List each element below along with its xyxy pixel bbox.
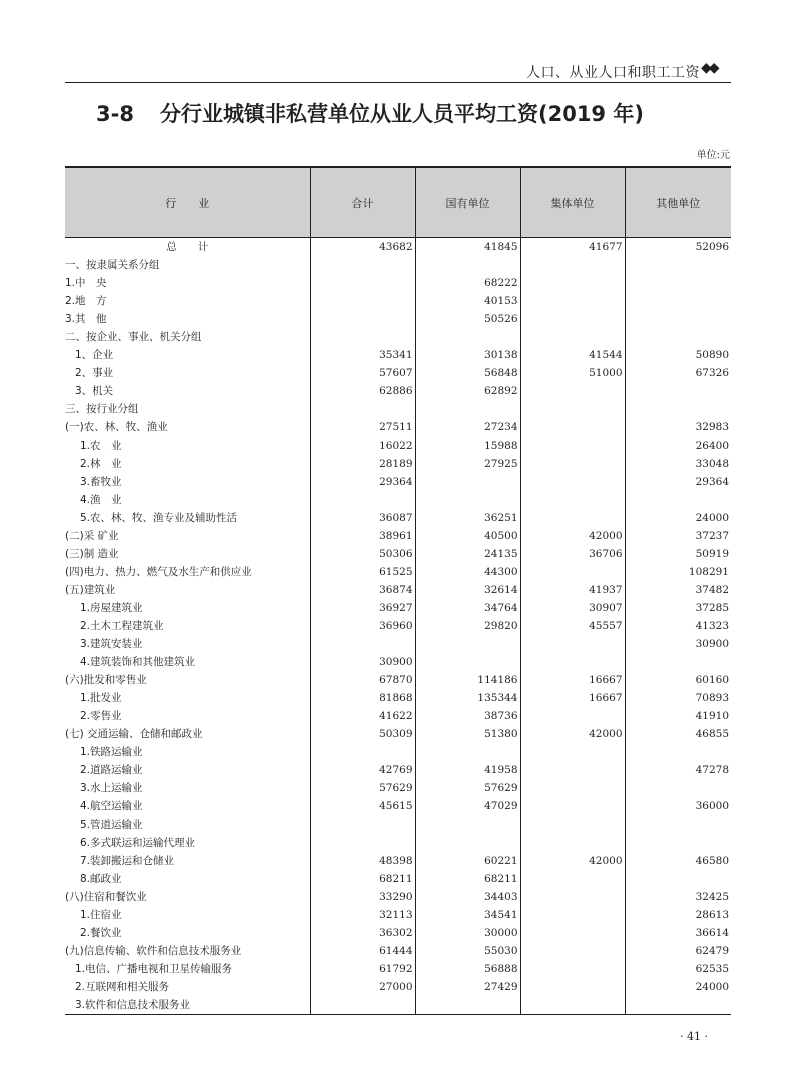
cell-total: 45615	[310, 797, 415, 815]
table-row	[65, 455, 731, 473]
row-label: 1.房屋建筑业	[80, 601, 143, 614]
cell-other: 32425	[625, 888, 731, 906]
table-row	[65, 924, 731, 942]
cell-total	[310, 635, 415, 653]
table-row	[65, 563, 731, 581]
cell-other: 67326	[625, 364, 731, 382]
cell-total: 35341	[310, 346, 415, 364]
cell-state-owned	[415, 743, 520, 761]
cell-total: 36927	[310, 599, 415, 617]
cell-other: 41910	[625, 707, 731, 725]
row-label: 3.其 他	[65, 313, 107, 326]
cell-other: 108291	[625, 563, 731, 581]
row-label: (九)信息传输、软件和信息技术服务业	[65, 944, 242, 957]
column-header-total: 合计	[310, 167, 415, 238]
table-row	[65, 725, 731, 743]
cell-state-owned	[415, 491, 520, 509]
cell-total: 30900	[310, 653, 415, 671]
table-row	[65, 473, 731, 491]
table-row	[65, 797, 731, 815]
cell-state-owned: 34403	[415, 888, 520, 906]
cell-total: 61525	[310, 563, 415, 581]
cell-other: 52096	[625, 238, 731, 257]
cell-state-owned: 51380	[415, 725, 520, 743]
cell-state-owned: 27429	[415, 978, 520, 996]
row-label: (二)采 矿业	[65, 529, 119, 542]
cell-other: 62479	[625, 942, 731, 960]
cell-other: 24000	[625, 978, 731, 996]
column-header-collective: 集体单位	[520, 167, 625, 238]
row-label: 6.多式联运和运输代理业	[80, 836, 196, 849]
unit-label: 单位:元	[696, 150, 730, 161]
cell-other	[625, 274, 731, 292]
cell-collective	[520, 797, 625, 815]
table-row	[65, 978, 731, 996]
cell-total: 50309	[310, 725, 415, 743]
cell-collective: 41937	[520, 581, 625, 599]
row-label: 3.畜牧业	[80, 475, 122, 488]
header-rule	[65, 82, 731, 83]
cell-state-owned: 135344	[415, 689, 520, 707]
cell-total: 42769	[310, 761, 415, 779]
cell-other: 50919	[625, 545, 731, 563]
cell-state-owned	[415, 996, 520, 1015]
cell-total	[310, 256, 415, 274]
table-row	[65, 364, 731, 382]
cell-total: 27511	[310, 418, 415, 436]
cell-other	[625, 743, 731, 761]
cell-collective	[520, 924, 625, 942]
cell-total	[310, 816, 415, 834]
cell-state-owned	[415, 400, 520, 418]
cell-total: 16022	[310, 437, 415, 455]
cell-state-owned: 27925	[415, 455, 520, 473]
cell-state-owned: 44300	[415, 563, 520, 581]
cell-state-owned: 68211	[415, 870, 520, 888]
cell-collective	[520, 635, 625, 653]
cell-state-owned: 57629	[415, 779, 520, 797]
cell-total: 50306	[310, 545, 415, 563]
table-row	[65, 545, 731, 563]
cell-total: 57629	[310, 779, 415, 797]
table-row	[65, 834, 731, 852]
table-header-row	[65, 167, 731, 238]
cell-collective	[520, 996, 625, 1015]
table-row	[65, 346, 731, 364]
cell-state-owned: 56888	[415, 960, 520, 978]
table-row	[65, 671, 731, 689]
cell-collective: 16667	[520, 689, 625, 707]
row-label: 3.建筑安装业	[80, 638, 143, 651]
table-row	[65, 256, 731, 274]
row-label: 1.农 业	[80, 439, 122, 452]
cell-state-owned	[415, 473, 520, 491]
cell-state-owned: 41958	[415, 761, 520, 779]
table-row	[65, 527, 731, 545]
cell-state-owned: 36251	[415, 509, 520, 527]
row-label: 1.电信、广播电视和卫星传输服务	[75, 962, 233, 975]
cell-collective	[520, 310, 625, 328]
cell-total	[310, 310, 415, 328]
page-title	[96, 98, 716, 128]
cell-collective: 42000	[520, 527, 625, 545]
cell-state-owned: 34764	[415, 599, 520, 617]
cell-other: 33048	[625, 455, 731, 473]
cell-state-owned: 27234	[415, 418, 520, 436]
row-label: (一)农、林、牧、渔业	[65, 421, 168, 434]
column-header-state-owned: 国有单位	[415, 167, 520, 238]
table-row	[65, 906, 731, 924]
table-row	[65, 238, 731, 257]
row-label: 2.餐饮业	[80, 926, 122, 939]
cell-other: 29364	[625, 473, 731, 491]
row-label: 2.道路运输业	[80, 764, 143, 777]
cell-other: 37285	[625, 599, 731, 617]
table-row	[65, 942, 731, 960]
row-label: 总 计	[166, 241, 209, 254]
cell-total: 36874	[310, 581, 415, 599]
cell-state-owned: 47029	[415, 797, 520, 815]
cell-other: 36614	[625, 924, 731, 942]
table-row	[65, 400, 731, 418]
cell-collective	[520, 328, 625, 346]
cell-total	[310, 328, 415, 346]
cell-collective	[520, 292, 625, 310]
table-row	[65, 743, 731, 761]
cell-collective: 51000	[520, 364, 625, 382]
cell-total: 36087	[310, 509, 415, 527]
table-row	[65, 960, 731, 978]
cell-total: 33290	[310, 888, 415, 906]
cell-other	[625, 834, 731, 852]
cell-other: 50890	[625, 346, 731, 364]
cell-other: 46855	[625, 725, 731, 743]
cell-collective	[520, 779, 625, 797]
row-label: 7.装卸搬运和仓储业	[80, 854, 175, 867]
row-label: (三)制 造业	[65, 547, 119, 560]
cell-total	[310, 996, 415, 1015]
cell-total: 62886	[310, 382, 415, 400]
wage-table	[65, 166, 731, 1015]
cell-total: 57607	[310, 364, 415, 382]
cell-state-owned: 68222	[415, 274, 520, 292]
row-label: 4.渔 业	[80, 493, 122, 506]
cell-state-owned	[415, 328, 520, 346]
row-label: 1.批发业	[80, 692, 122, 705]
row-label: 2.互联网和相关服务	[75, 980, 170, 993]
table-row	[65, 491, 731, 509]
cell-other: 41323	[625, 617, 731, 635]
cell-state-owned: 62892	[415, 382, 520, 400]
cell-total	[310, 491, 415, 509]
cell-other	[625, 382, 731, 400]
cell-other	[625, 816, 731, 834]
cell-state-owned	[415, 653, 520, 671]
cell-other: 26400	[625, 437, 731, 455]
cell-state-owned: 60221	[415, 852, 520, 870]
cell-collective	[520, 563, 625, 581]
cell-total	[310, 743, 415, 761]
row-label: 5.农、林、牧、渔专业及辅助性活	[80, 511, 238, 524]
cell-state-owned: 15988	[415, 437, 520, 455]
cell-collective	[520, 653, 625, 671]
cell-collective: 41677	[520, 238, 625, 257]
column-header-industry: 行 业	[65, 167, 310, 238]
cell-collective: 42000	[520, 852, 625, 870]
cell-other: 47278	[625, 761, 731, 779]
row-label: 2.土木工程建筑业	[80, 620, 164, 632]
cell-total: 61444	[310, 942, 415, 960]
table-row	[65, 617, 731, 635]
cell-collective	[520, 491, 625, 509]
cell-other	[625, 779, 731, 797]
cell-collective	[520, 400, 625, 418]
cell-collective	[520, 906, 625, 924]
table-title: 分行业城镇非私营单位从业人员平均工资(2019 年)	[160, 102, 644, 126]
cell-collective: 41544	[520, 346, 625, 364]
table-row	[65, 996, 731, 1015]
cell-other	[625, 870, 731, 888]
cell-total: 48398	[310, 852, 415, 870]
row-label: (四)电力、热力、燃气及水生产和供应业	[65, 565, 252, 578]
cell-state-owned: 30000	[415, 924, 520, 942]
row-label: 3、机关	[75, 385, 114, 398]
cell-state-owned: 24135	[415, 545, 520, 563]
cell-collective	[520, 707, 625, 725]
row-label: 8.邮政业	[80, 872, 122, 885]
cell-other: 37482	[625, 581, 731, 599]
column-header-other: 其他单位	[625, 167, 731, 238]
row-label: 1.中 央	[65, 277, 107, 290]
cell-other	[625, 256, 731, 274]
cell-collective	[520, 256, 625, 274]
table-row	[65, 852, 731, 870]
cell-state-owned	[415, 635, 520, 653]
page-number: · 41 ·	[680, 1030, 708, 1043]
row-label: (六)批发和零售业	[65, 674, 147, 687]
cell-state-owned: 38736	[415, 707, 520, 725]
cell-other: 37237	[625, 527, 731, 545]
table-row	[65, 689, 731, 707]
cell-state-owned: 29820	[415, 617, 520, 635]
row-label: 2、事业	[75, 367, 114, 380]
row-label: 4.建筑装饰和其他建筑业	[80, 656, 196, 669]
cell-total: 41622	[310, 707, 415, 725]
cell-collective	[520, 473, 625, 491]
cell-other	[625, 491, 731, 509]
cell-total: 29364	[310, 473, 415, 491]
table-row	[65, 635, 731, 653]
cell-total: 81868	[310, 689, 415, 707]
table-row	[65, 509, 731, 527]
table-row	[65, 437, 731, 455]
table-number: 3-8	[96, 102, 134, 126]
cell-total: 27000	[310, 978, 415, 996]
cell-collective	[520, 509, 625, 527]
cell-collective	[520, 834, 625, 852]
cell-state-owned	[415, 816, 520, 834]
running-head: 人口、从业人口和职工工资	[526, 65, 700, 81]
cell-state-owned: 55030	[415, 942, 520, 960]
cell-state-owned: 56848	[415, 364, 520, 382]
cell-other	[625, 292, 731, 310]
table-body	[65, 238, 731, 1015]
cell-collective	[520, 455, 625, 473]
cell-collective: 36706	[520, 545, 625, 563]
cell-other	[625, 400, 731, 418]
table-row	[65, 870, 731, 888]
table-row	[65, 816, 731, 834]
diamond-ornament-icon: ◆◆	[701, 60, 717, 76]
table-row	[65, 292, 731, 310]
cell-total: 36960	[310, 617, 415, 635]
cell-other: 46580	[625, 852, 731, 870]
table-row	[65, 274, 731, 292]
row-label: (八)住宿和餐饮业	[65, 890, 147, 903]
cell-state-owned: 34541	[415, 906, 520, 924]
cell-total: 67870	[310, 671, 415, 689]
table-row	[65, 328, 731, 346]
cell-total: 38961	[310, 527, 415, 545]
cell-total	[310, 400, 415, 418]
row-label: 2.林 业	[80, 457, 122, 470]
cell-total: 43682	[310, 238, 415, 257]
cell-state-owned	[415, 256, 520, 274]
table-row	[65, 761, 731, 779]
cell-collective	[520, 761, 625, 779]
cell-other: 32983	[625, 418, 731, 436]
cell-collective	[520, 437, 625, 455]
row-label: 4.航空运输业	[80, 800, 143, 813]
table-row	[65, 581, 731, 599]
row-label: 1.住宿业	[80, 908, 122, 921]
cell-total: 28189	[310, 455, 415, 473]
table-row	[65, 653, 731, 671]
row-label: 3.软件和信息技术服务业	[65, 996, 310, 1015]
table-row	[65, 418, 731, 436]
cell-collective	[520, 978, 625, 996]
cell-collective	[520, 743, 625, 761]
cell-state-owned: 41845	[415, 238, 520, 257]
cell-total: 68211	[310, 870, 415, 888]
cell-collective: 30907	[520, 599, 625, 617]
cell-collective: 45557	[520, 617, 625, 635]
table-row	[65, 382, 731, 400]
table-row	[65, 888, 731, 906]
cell-other	[625, 996, 731, 1015]
cell-state-owned: 32614	[415, 581, 520, 599]
cell-state-owned: 30138	[415, 346, 520, 364]
cell-state-owned: 50526	[415, 310, 520, 328]
row-label: 1、企业	[75, 349, 114, 362]
row-label: 3.水上运输业	[80, 782, 143, 795]
cell-collective	[520, 274, 625, 292]
cell-other: 60160	[625, 671, 731, 689]
row-label: 2.地 方	[65, 295, 107, 308]
row-label: 二、按企业、事业、机关分组	[65, 331, 202, 344]
cell-total: 61792	[310, 960, 415, 978]
cell-collective	[520, 942, 625, 960]
table-row	[65, 599, 731, 617]
cell-collective	[520, 960, 625, 978]
row-label: (五)建筑业	[65, 583, 116, 596]
row-label: 1.铁路运输业	[80, 746, 143, 759]
cell-total: 36302	[310, 924, 415, 942]
cell-collective	[520, 382, 625, 400]
cell-state-owned: 40153	[415, 292, 520, 310]
cell-other	[625, 653, 731, 671]
cell-collective: 42000	[520, 725, 625, 743]
cell-other: 62535	[625, 960, 731, 978]
cell-total	[310, 292, 415, 310]
cell-state-owned: 114186	[415, 671, 520, 689]
cell-other: 30900	[625, 635, 731, 653]
cell-collective: 16667	[520, 671, 625, 689]
table-row	[65, 779, 731, 797]
row-label: 一、按隶属关系分组	[65, 259, 160, 272]
cell-total	[310, 834, 415, 852]
cell-other: 28613	[625, 906, 731, 924]
table-row	[65, 310, 731, 328]
cell-other: 36000	[625, 797, 731, 815]
cell-other	[625, 328, 731, 346]
table-row	[65, 707, 731, 725]
cell-collective	[520, 888, 625, 906]
cell-total	[310, 274, 415, 292]
cell-other: 24000	[625, 509, 731, 527]
cell-other	[625, 310, 731, 328]
cell-state-owned: 40500	[415, 527, 520, 545]
row-label: 2.零售业	[80, 710, 122, 723]
row-label: 5.管道运输业	[80, 818, 143, 831]
cell-total: 32113	[310, 906, 415, 924]
cell-collective	[520, 816, 625, 834]
row-label: 三、按行业分组	[65, 403, 139, 416]
cell-other: 70893	[625, 689, 731, 707]
cell-state-owned	[415, 834, 520, 852]
cell-collective	[520, 418, 625, 436]
cell-collective	[520, 870, 625, 888]
row-label: (七) 交通运输、仓储和邮政业	[65, 728, 203, 741]
